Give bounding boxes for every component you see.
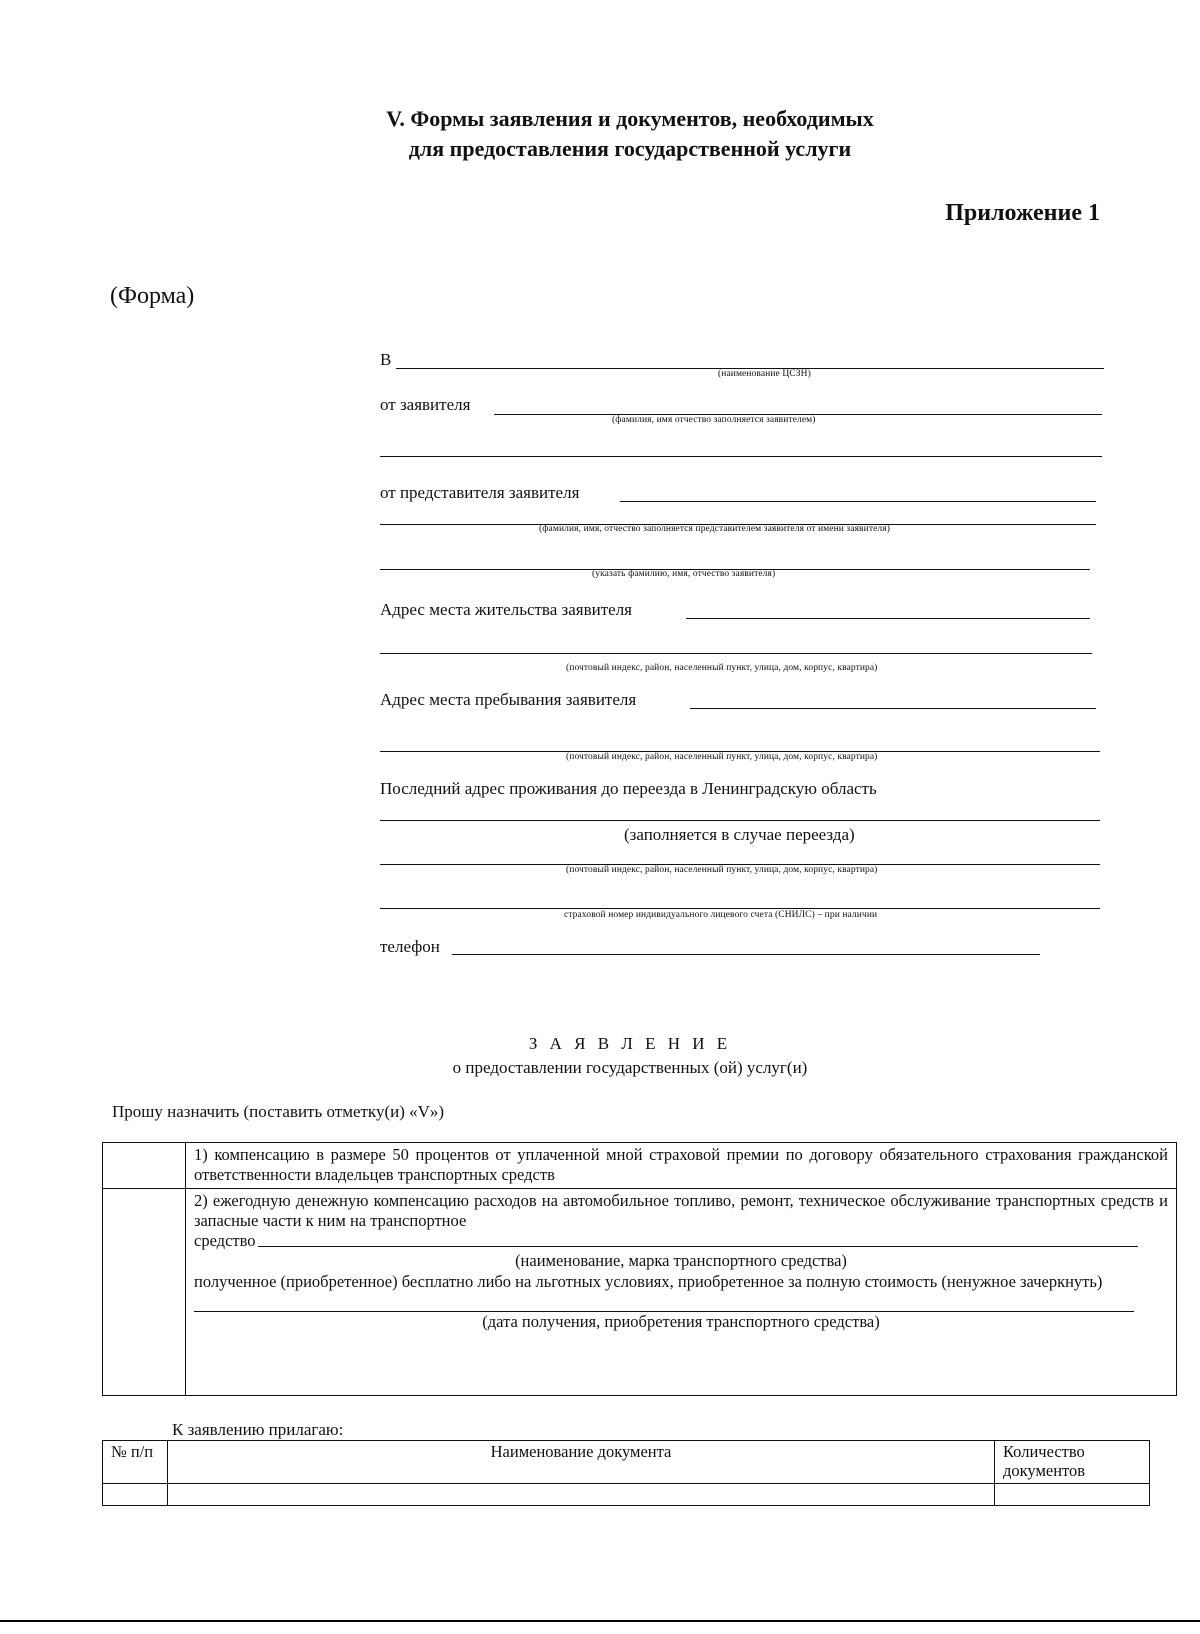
vehicle-row — [194, 1231, 1168, 1251]
option-2-text-c: полученное (приобретенное) бесплатно либо на льготных условиях, приобретенное за полную стоимость (ненужное зачеркнуть) — [194, 1271, 1103, 1291]
attachments-table — [102, 1440, 1150, 1506]
attachments-label: К заявлению прилагаю: — [172, 1420, 344, 1439]
option-row-1 — [103, 1143, 1177, 1189]
row-count-cell[interactable] — [995, 1483, 1150, 1505]
to-hint: (наименование ЦСЗН) — [718, 369, 811, 379]
representative-label: от представителя заявителя — [380, 483, 580, 502]
stay-hint: (почтовый индекс, район, населенный пункт, улица, дом, корпус, квартира) — [566, 752, 878, 762]
last-address-note: (заполняется в случае переезда) — [624, 825, 855, 844]
option-2-text-b: средство — [194, 1231, 256, 1251]
to-label: В — [380, 350, 392, 369]
snils-hint: страховой номер индивидуального лицевого счета (СНИЛС) – при наличии — [564, 910, 878, 920]
option-1-text: 1) компенсацию в размере 50 процентов от уплаченной мной страховой премии по договору обязательного страхования гражданской ответственности владельцев транспортных средств — [186, 1143, 1177, 1189]
header-document-name: Наименование документа — [168, 1441, 995, 1484]
stay-label: Адрес места пребывания заявителя — [380, 690, 637, 709]
last-address-label: Последний адрес проживания до переезда в Ленинградскую область — [380, 779, 877, 798]
request-text: Прошу назначить (поставить отметку(и) «V») — [112, 1102, 445, 1121]
last-address-hint: (почтовый индекс, район, населенный пункт, улица, дом, корпус, квартира) — [566, 865, 878, 875]
date-hint: (дата получения, приобретения транспортного средства) — [482, 1311, 880, 1331]
title-line-1: V. Формы заявления и документов, необходимых — [386, 106, 874, 131]
option-2-checkbox[interactable] — [103, 1189, 186, 1396]
representative-hint: (фамилия, имя, отчество заполняется представителем заявителя от имени заявителя) — [539, 524, 890, 534]
statement-subtitle: о предоставлении государственных (ой) услуг(и) — [452, 1058, 808, 1077]
vehicle-hint: (наименование, марка транспортного средства) — [515, 1251, 847, 1271]
option-2-text-a: 2) ежегодную денежную компенсацию расходов на автомобильное топливо, ремонт, техническое обслуживание транспортных средств и запасные части к ним на транспортное — [194, 1191, 1168, 1231]
form-label: (Форма) — [110, 283, 195, 309]
appendix-label: Приложение 1 — [945, 200, 1100, 226]
residence-field-2[interactable] — [380, 653, 1092, 654]
row-document-cell[interactable] — [168, 1483, 995, 1505]
residence-hint: (почтовый индекс, район, населенный пункт, улица, дом, корпус, квартира) — [566, 663, 878, 673]
applicant-field-2[interactable] — [380, 456, 1102, 457]
applicant-name-hint: (указать фамилию, имя, отчество заявителя) — [592, 569, 776, 579]
title-line-2: для предоставления государственной услуги — [408, 136, 852, 161]
page-bottom-border — [0, 1620, 1200, 1622]
phone-label: телефон — [380, 937, 440, 956]
attachments-header-row — [103, 1441, 1150, 1484]
last-address-field[interactable] — [380, 820, 1100, 821]
snils-field[interactable] — [380, 908, 1100, 909]
option-1-checkbox[interactable] — [103, 1143, 186, 1189]
header-count: Количество документов — [995, 1441, 1150, 1484]
representative-field[interactable] — [620, 501, 1096, 502]
statement-title: З А Я В Л Е Н И Е — [528, 1034, 732, 1053]
residence-label: Адрес места жительства заявителя — [380, 600, 633, 619]
vehicle-field[interactable] — [258, 1245, 1138, 1247]
residence-field[interactable] — [686, 618, 1090, 619]
option-2-cell — [186, 1189, 1177, 1396]
option-row-2 — [103, 1189, 1177, 1396]
phone-field[interactable] — [452, 954, 1040, 955]
applicant-label: от заявителя — [380, 395, 471, 414]
attachments-empty-row — [103, 1483, 1150, 1505]
row-number-cell[interactable] — [103, 1483, 168, 1505]
options-table — [102, 1142, 1177, 1396]
header-number: № п/п — [103, 1441, 168, 1484]
applicant-hint: (фамилия, имя отчество заполняется заявителем) — [612, 415, 816, 425]
stay-field[interactable] — [690, 708, 1096, 709]
